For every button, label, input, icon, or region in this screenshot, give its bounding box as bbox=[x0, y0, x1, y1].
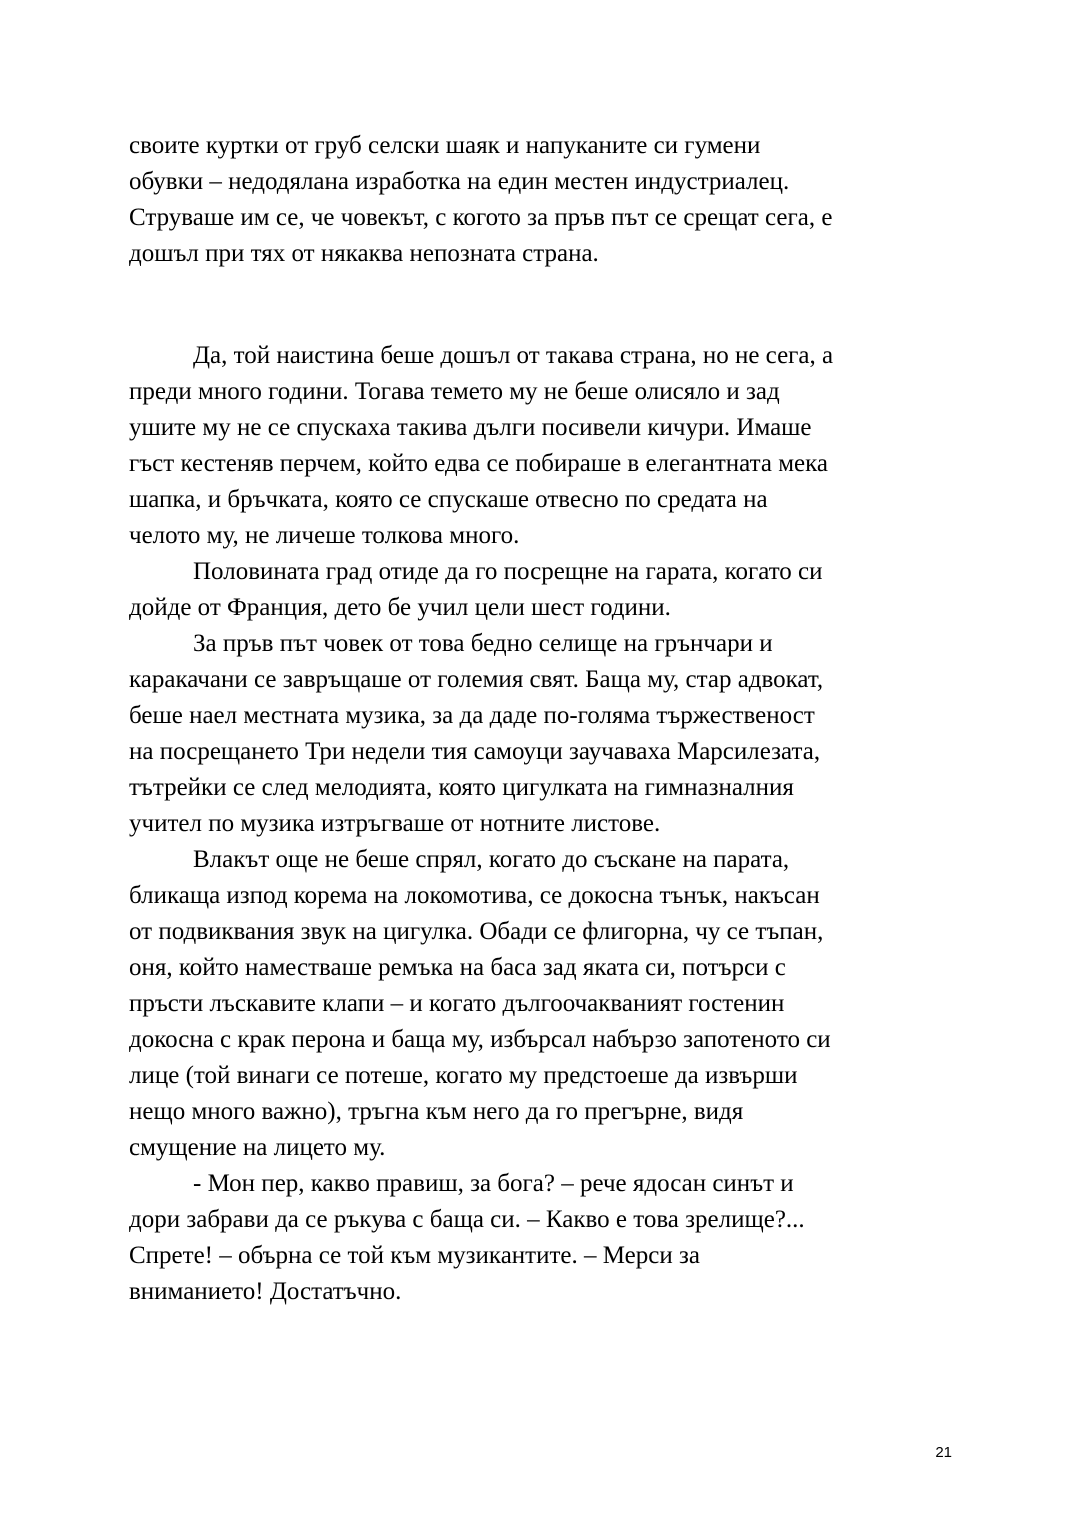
text-line: вниманието! Достатъчно. bbox=[129, 1278, 402, 1305]
text-line: челото му, не личеше толкова много. bbox=[129, 522, 520, 549]
text-line: смущение на лицето му. bbox=[129, 1134, 386, 1161]
text-line: Струваше им се, че човекът, с когото за пръв път се срещат сега, е bbox=[129, 204, 833, 231]
text-line: преди много години. Тогава темето му не беше олисяло и зад bbox=[129, 378, 780, 405]
text-line: бликаща изпод корема на локомотива, се докосна тънък, накъсан bbox=[129, 882, 820, 909]
page-number: 21 bbox=[935, 1444, 952, 1461]
text-line: беше наел местната музика, за да даде по-голяма тържественост bbox=[129, 702, 815, 729]
text-block-continuation bbox=[129, 128, 955, 272]
text-line: каракачани се завръщаше от големия свят. Баща му, стар адвокат, bbox=[129, 666, 824, 693]
paragraph-first-line: Да, той наистина беше дошъл от такава страна, но не сега, а bbox=[193, 342, 834, 369]
paragraph-first-line: Половината град отиде да го посрещне на гарата, когато си bbox=[193, 558, 823, 585]
text-line: шапка, и бръчката, която се спускаше отвесно по средата на bbox=[129, 486, 768, 513]
text-line: лице (той винаги се потеше, когато му предстоеше да извърши bbox=[129, 1062, 798, 1089]
text-line: от подвиквания звук на цигулка. Обади се флигорна, чу се тъпан, bbox=[129, 918, 824, 945]
text-line: ушите му не се спускаха такива дълги посивели кичури. Имаше bbox=[129, 414, 812, 441]
text-line: тътрейки се след мелодията, която цигулката на гимназналния bbox=[129, 774, 794, 801]
text-line: нещо много важно), тръгна към него да го прегърне, видя bbox=[129, 1098, 744, 1125]
text-line: дошъл при тях от някаква непозната страна. bbox=[129, 240, 599, 267]
paragraph-first-line: - Мон пер, какво правиш, за бога? – рече ядосан синът и bbox=[193, 1170, 794, 1197]
text-line: гъст кестеняв перчем, който едва се побираше в елегантната мека bbox=[129, 450, 828, 477]
text-line: пръсти лъскавите клапи – и когато дългоочакваният гостенин bbox=[129, 990, 785, 1017]
text-line: дори забрави да се ръкува с баща си. – Какво е това зрелище?... bbox=[129, 1206, 805, 1233]
text-line: оня, който наместваше ремъка на баса зад яката си, потърси с bbox=[129, 954, 786, 981]
text-line: дойде от Франция, дето бе учил цели шест години. bbox=[129, 594, 671, 621]
paragraph-first-line: Влакът още не беше спрял, когато до съскане на парата, bbox=[193, 846, 790, 873]
text-line: докосна с крак перона и баща му, избърсал набързо запотеното си bbox=[129, 1026, 831, 1053]
text-line: на посрещането Три недели тия самоуци заучаваха Марсилезата, bbox=[129, 738, 821, 765]
text-line: учител по музика изтръгваше от нотните листове. bbox=[129, 810, 661, 837]
text-line: обувки – недодялана изработка на един местен индустриалец. bbox=[129, 168, 790, 195]
text-block-main bbox=[129, 338, 955, 1310]
paragraph-first-line: За пръв път човек от това бедно селище на грънчари и bbox=[193, 630, 773, 657]
text-line: своите куртки от груб селски шаяк и напуканите си гумени bbox=[129, 132, 761, 159]
text-line: Спрете! – обърна се той към музикантите. – Мерси за bbox=[129, 1242, 700, 1269]
